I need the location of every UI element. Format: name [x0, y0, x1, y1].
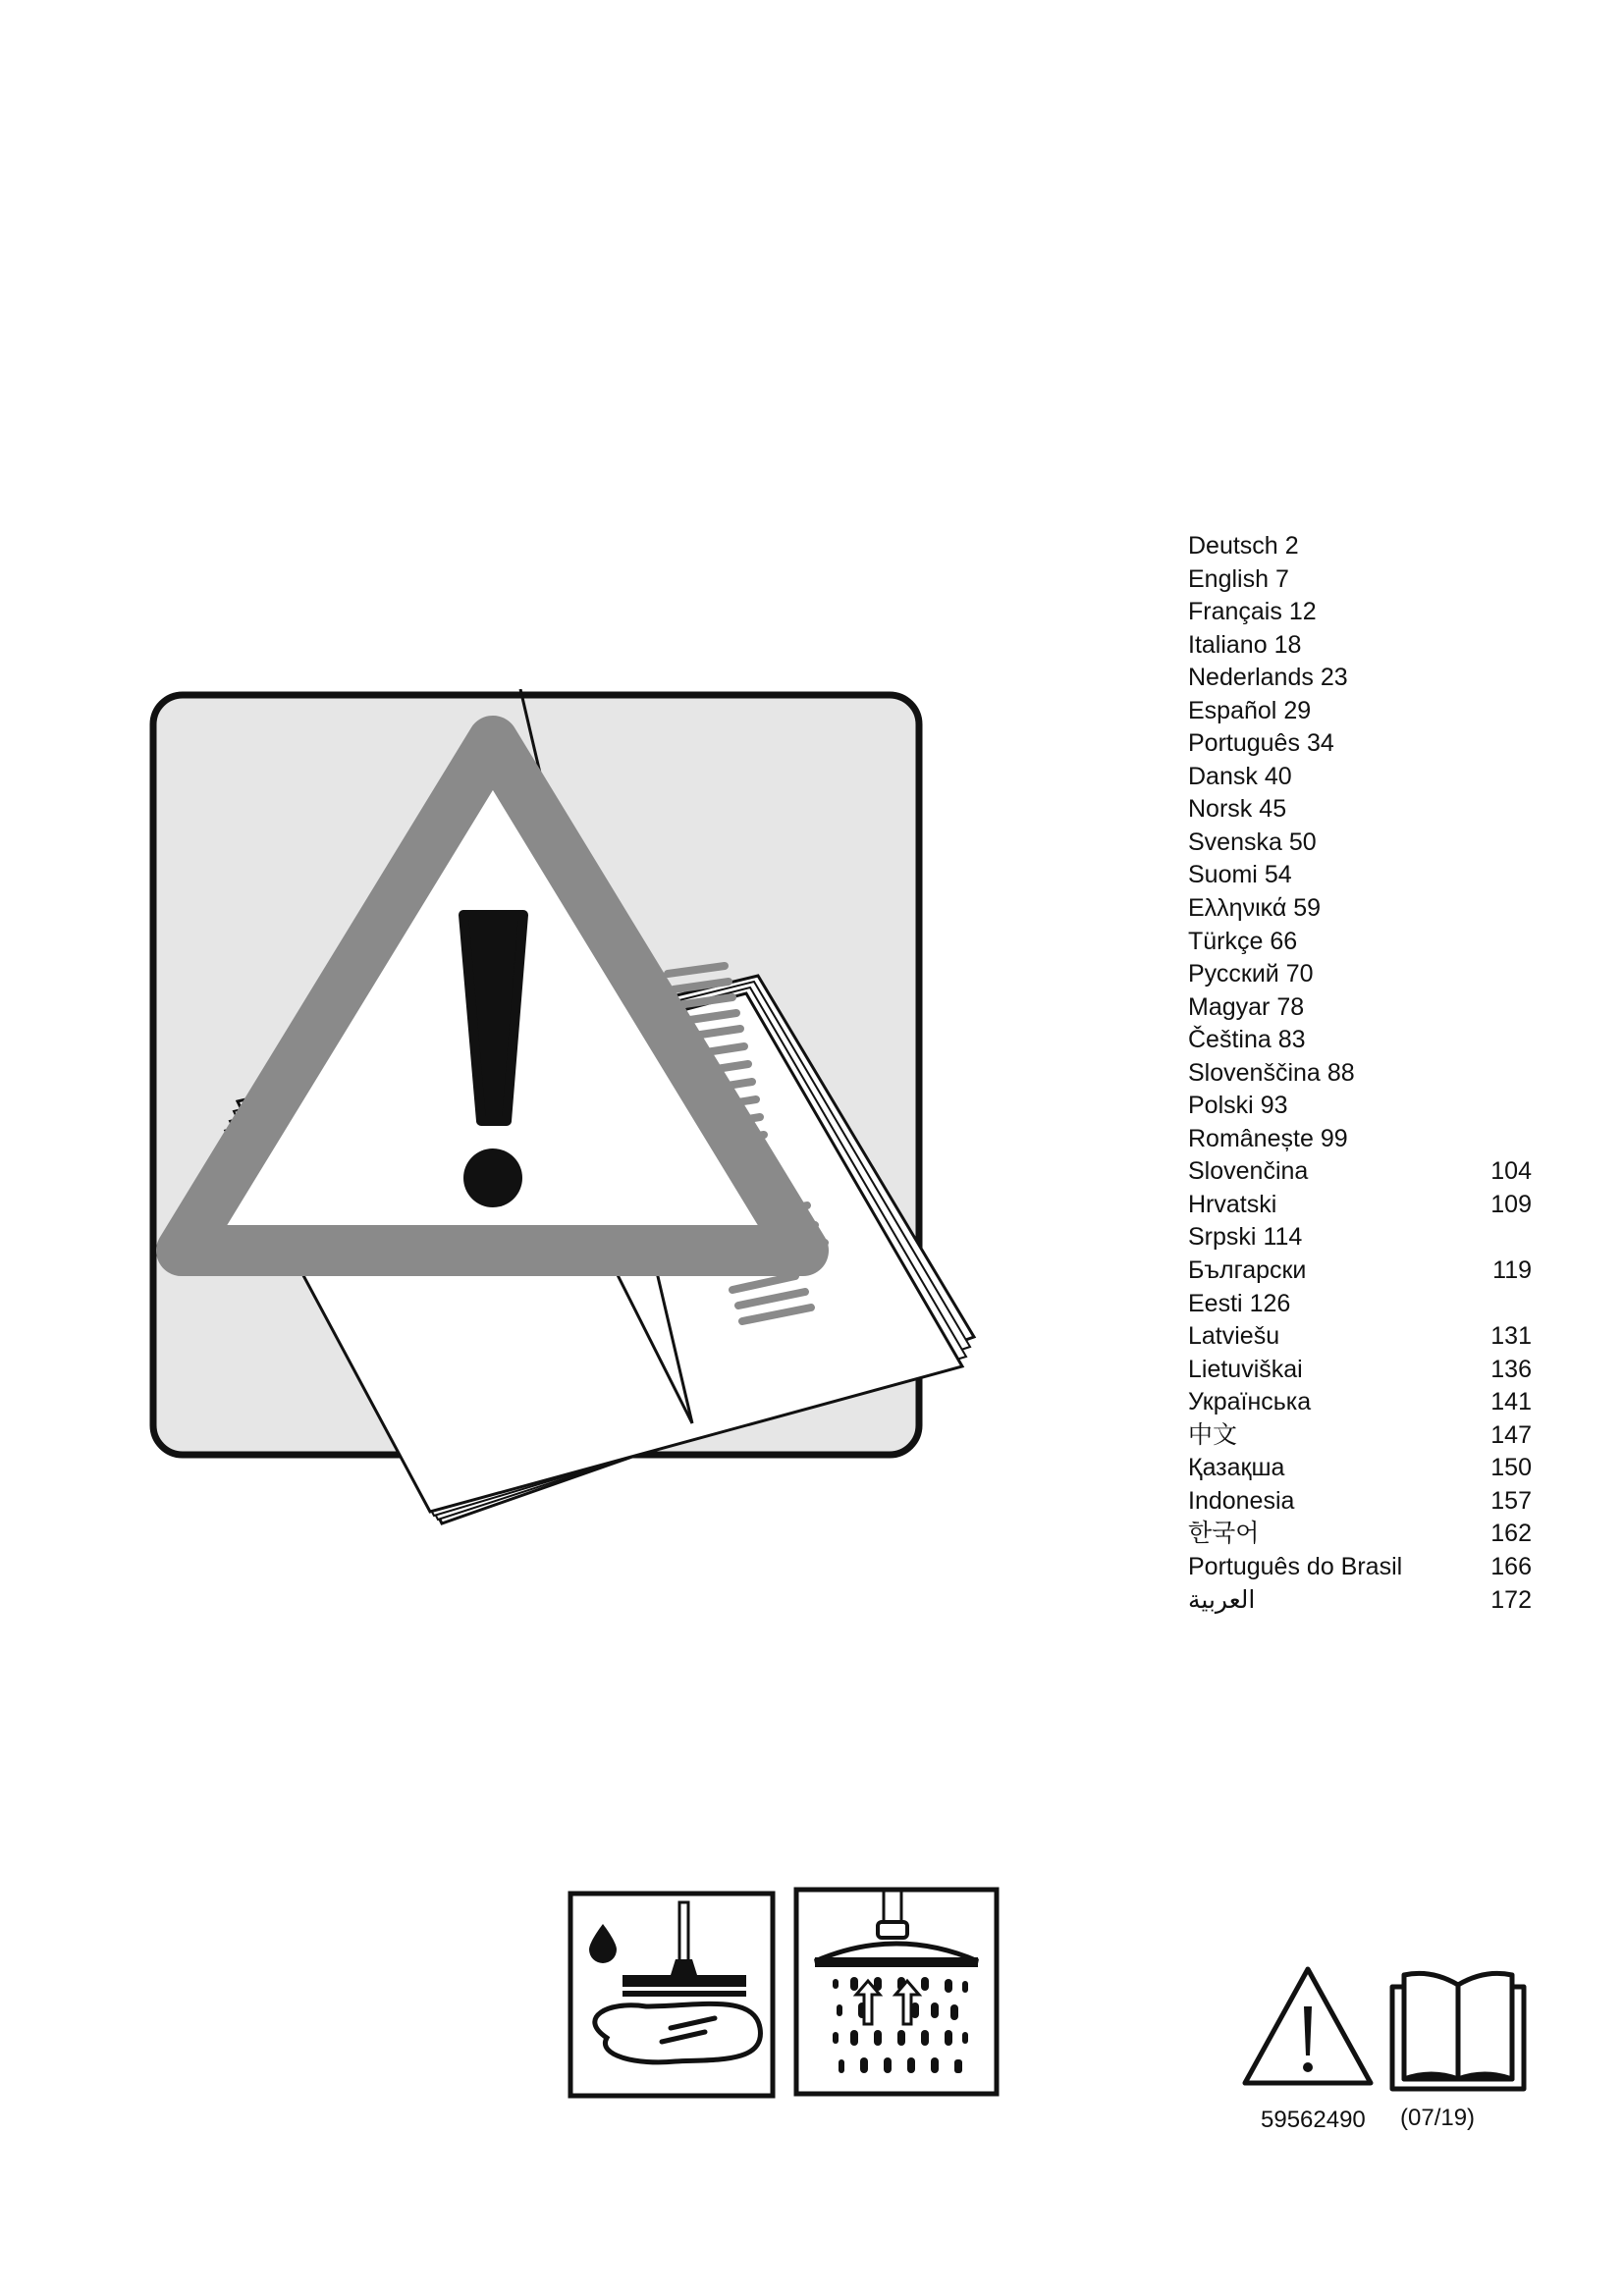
toc-page-number: 157 — [1490, 1486, 1532, 1515]
toc-entry — [1188, 1221, 1532, 1255]
toc-entry — [1188, 1024, 1532, 1057]
toc-page-number: 18 — [1273, 630, 1302, 659]
toc-entry — [1188, 1057, 1532, 1091]
toc-entry — [1188, 596, 1532, 629]
toc-page-number: 45 — [1259, 795, 1287, 824]
language-table-of-contents — [1188, 530, 1532, 1617]
toc-language: Русский — [1188, 960, 1279, 988]
toc-page-number: 34 — [1306, 729, 1334, 758]
toc-language: Polski — [1188, 1092, 1254, 1120]
toc-entry — [1188, 1551, 1532, 1584]
toc-page-number: 7 — [1275, 564, 1289, 593]
toc-page-number: 93 — [1260, 1092, 1288, 1120]
toc-language: Português — [1188, 729, 1300, 758]
toc-entry — [1188, 793, 1532, 827]
toc-language: Eesti — [1188, 1289, 1243, 1317]
toc-language: Українська — [1188, 1388, 1312, 1416]
toc-language: Slovenščina — [1188, 1058, 1321, 1087]
toc-language: Български — [1188, 1256, 1307, 1285]
toc-entry — [1188, 629, 1532, 663]
toc-entry — [1188, 958, 1532, 991]
toc-language: Português do Brasil — [1188, 1552, 1403, 1580]
toc-page-number: 2 — [1284, 532, 1299, 560]
toc-language: Español — [1188, 696, 1277, 724]
read-manual-book-icon — [1388, 1963, 1528, 2093]
edition-date: (07/19) — [1400, 2105, 1476, 2131]
toc-page-number: 40 — [1264, 762, 1292, 790]
toc-page-number: 114 — [1263, 1223, 1303, 1252]
toc-entry — [1188, 563, 1532, 597]
exclamation-dot — [463, 1148, 522, 1207]
toc-page-number: 50 — [1288, 828, 1317, 856]
toc-entry — [1188, 1584, 1532, 1618]
toc-entry — [1188, 1354, 1532, 1387]
toc-entry — [1188, 892, 1532, 926]
toc-page-number: 66 — [1270, 927, 1298, 955]
small-warning-triangle-icon — [1241, 1963, 1375, 2087]
toc-entry — [1188, 1518, 1532, 1551]
toc-language: العربية — [1188, 1585, 1256, 1614]
toc-entry — [1188, 662, 1532, 695]
toc-page-number: 136 — [1490, 1355, 1532, 1383]
toc-entry — [1188, 1288, 1532, 1321]
toc-page-number: 147 — [1490, 1420, 1532, 1449]
toc-page-number: 99 — [1320, 1124, 1348, 1152]
toc-language: Srpski — [1188, 1223, 1257, 1252]
toc-language: Deutsch — [1188, 532, 1278, 560]
toc-entry — [1188, 1189, 1532, 1222]
warning-manual-illustration — [147, 689, 982, 1533]
toc-language: Ελληνικά — [1188, 894, 1287, 923]
toc-page-number: 83 — [1277, 1026, 1306, 1054]
toc-entry — [1188, 530, 1532, 563]
wet-floor-mop-icon — [568, 1891, 776, 2099]
spray-nozzle-icon — [793, 1887, 1000, 2097]
toc-page-number: 172 — [1490, 1585, 1532, 1614]
toc-page-number: 109 — [1490, 1190, 1532, 1218]
toc-language: Türkçe — [1188, 927, 1264, 955]
toc-page-number: 104 — [1490, 1157, 1532, 1186]
toc-page-number: 23 — [1320, 664, 1348, 692]
toc-language: Slovenčina — [1188, 1157, 1309, 1186]
toc-language: Lietuviškai — [1188, 1355, 1303, 1383]
toc-entry — [1188, 1123, 1532, 1156]
toc-language: Hrvatski — [1188, 1190, 1277, 1218]
toc-page-number: 141 — [1490, 1388, 1532, 1416]
toc-language: Français — [1188, 598, 1282, 626]
toc-language: Latviešu — [1188, 1322, 1280, 1351]
toc-language: Қазақша — [1188, 1454, 1285, 1482]
part-number: 59562490 — [1261, 2107, 1366, 2133]
toc-page-number: 88 — [1326, 1058, 1355, 1087]
toc-language: Svenska — [1188, 828, 1282, 856]
toc-page-number: 119 — [1492, 1256, 1532, 1285]
toc-entry — [1188, 859, 1532, 892]
toc-entry — [1188, 761, 1532, 794]
toc-entry — [1188, 1255, 1532, 1288]
toc-language: Italiano — [1188, 630, 1268, 659]
toc-entry — [1188, 991, 1532, 1025]
toc-entry — [1188, 727, 1532, 761]
toc-language: English — [1188, 564, 1269, 593]
toc-entry — [1188, 1386, 1532, 1419]
toc-entry — [1188, 1090, 1532, 1123]
toc-entry — [1188, 1155, 1532, 1189]
toc-page-number: 166 — [1490, 1552, 1532, 1580]
toc-page-number: 150 — [1490, 1454, 1532, 1482]
toc-entry — [1188, 1320, 1532, 1354]
toc-page-number: 131 — [1490, 1322, 1532, 1351]
toc-language: Čeština — [1188, 1026, 1272, 1054]
toc-language: Românește — [1188, 1124, 1314, 1152]
toc-language: 한국어 — [1188, 1520, 1260, 1548]
toc-entry — [1188, 1419, 1532, 1453]
toc-page-number: 29 — [1283, 696, 1312, 724]
toc-language: Norsk — [1188, 795, 1253, 824]
toc-language: Dansk — [1188, 762, 1258, 790]
toc-page-number: 126 — [1249, 1289, 1291, 1317]
toc-page-number: 70 — [1285, 960, 1314, 988]
toc-page-number: 12 — [1288, 598, 1317, 626]
toc-entry — [1188, 1452, 1532, 1485]
toc-entry — [1188, 695, 1532, 728]
toc-entry — [1188, 1485, 1532, 1519]
toc-language: Indonesia — [1188, 1486, 1295, 1515]
toc-language: 中文 — [1188, 1420, 1238, 1449]
toc-entry — [1188, 926, 1532, 959]
toc-language: Magyar — [1188, 992, 1271, 1021]
toc-page-number: 162 — [1490, 1520, 1532, 1548]
toc-entry — [1188, 827, 1532, 860]
toc-page-number: 78 — [1276, 992, 1305, 1021]
toc-language: Suomi — [1188, 861, 1258, 889]
toc-page-number: 54 — [1264, 861, 1292, 889]
toc-language: Nederlands — [1188, 664, 1314, 692]
toc-page-number: 59 — [1293, 894, 1322, 923]
